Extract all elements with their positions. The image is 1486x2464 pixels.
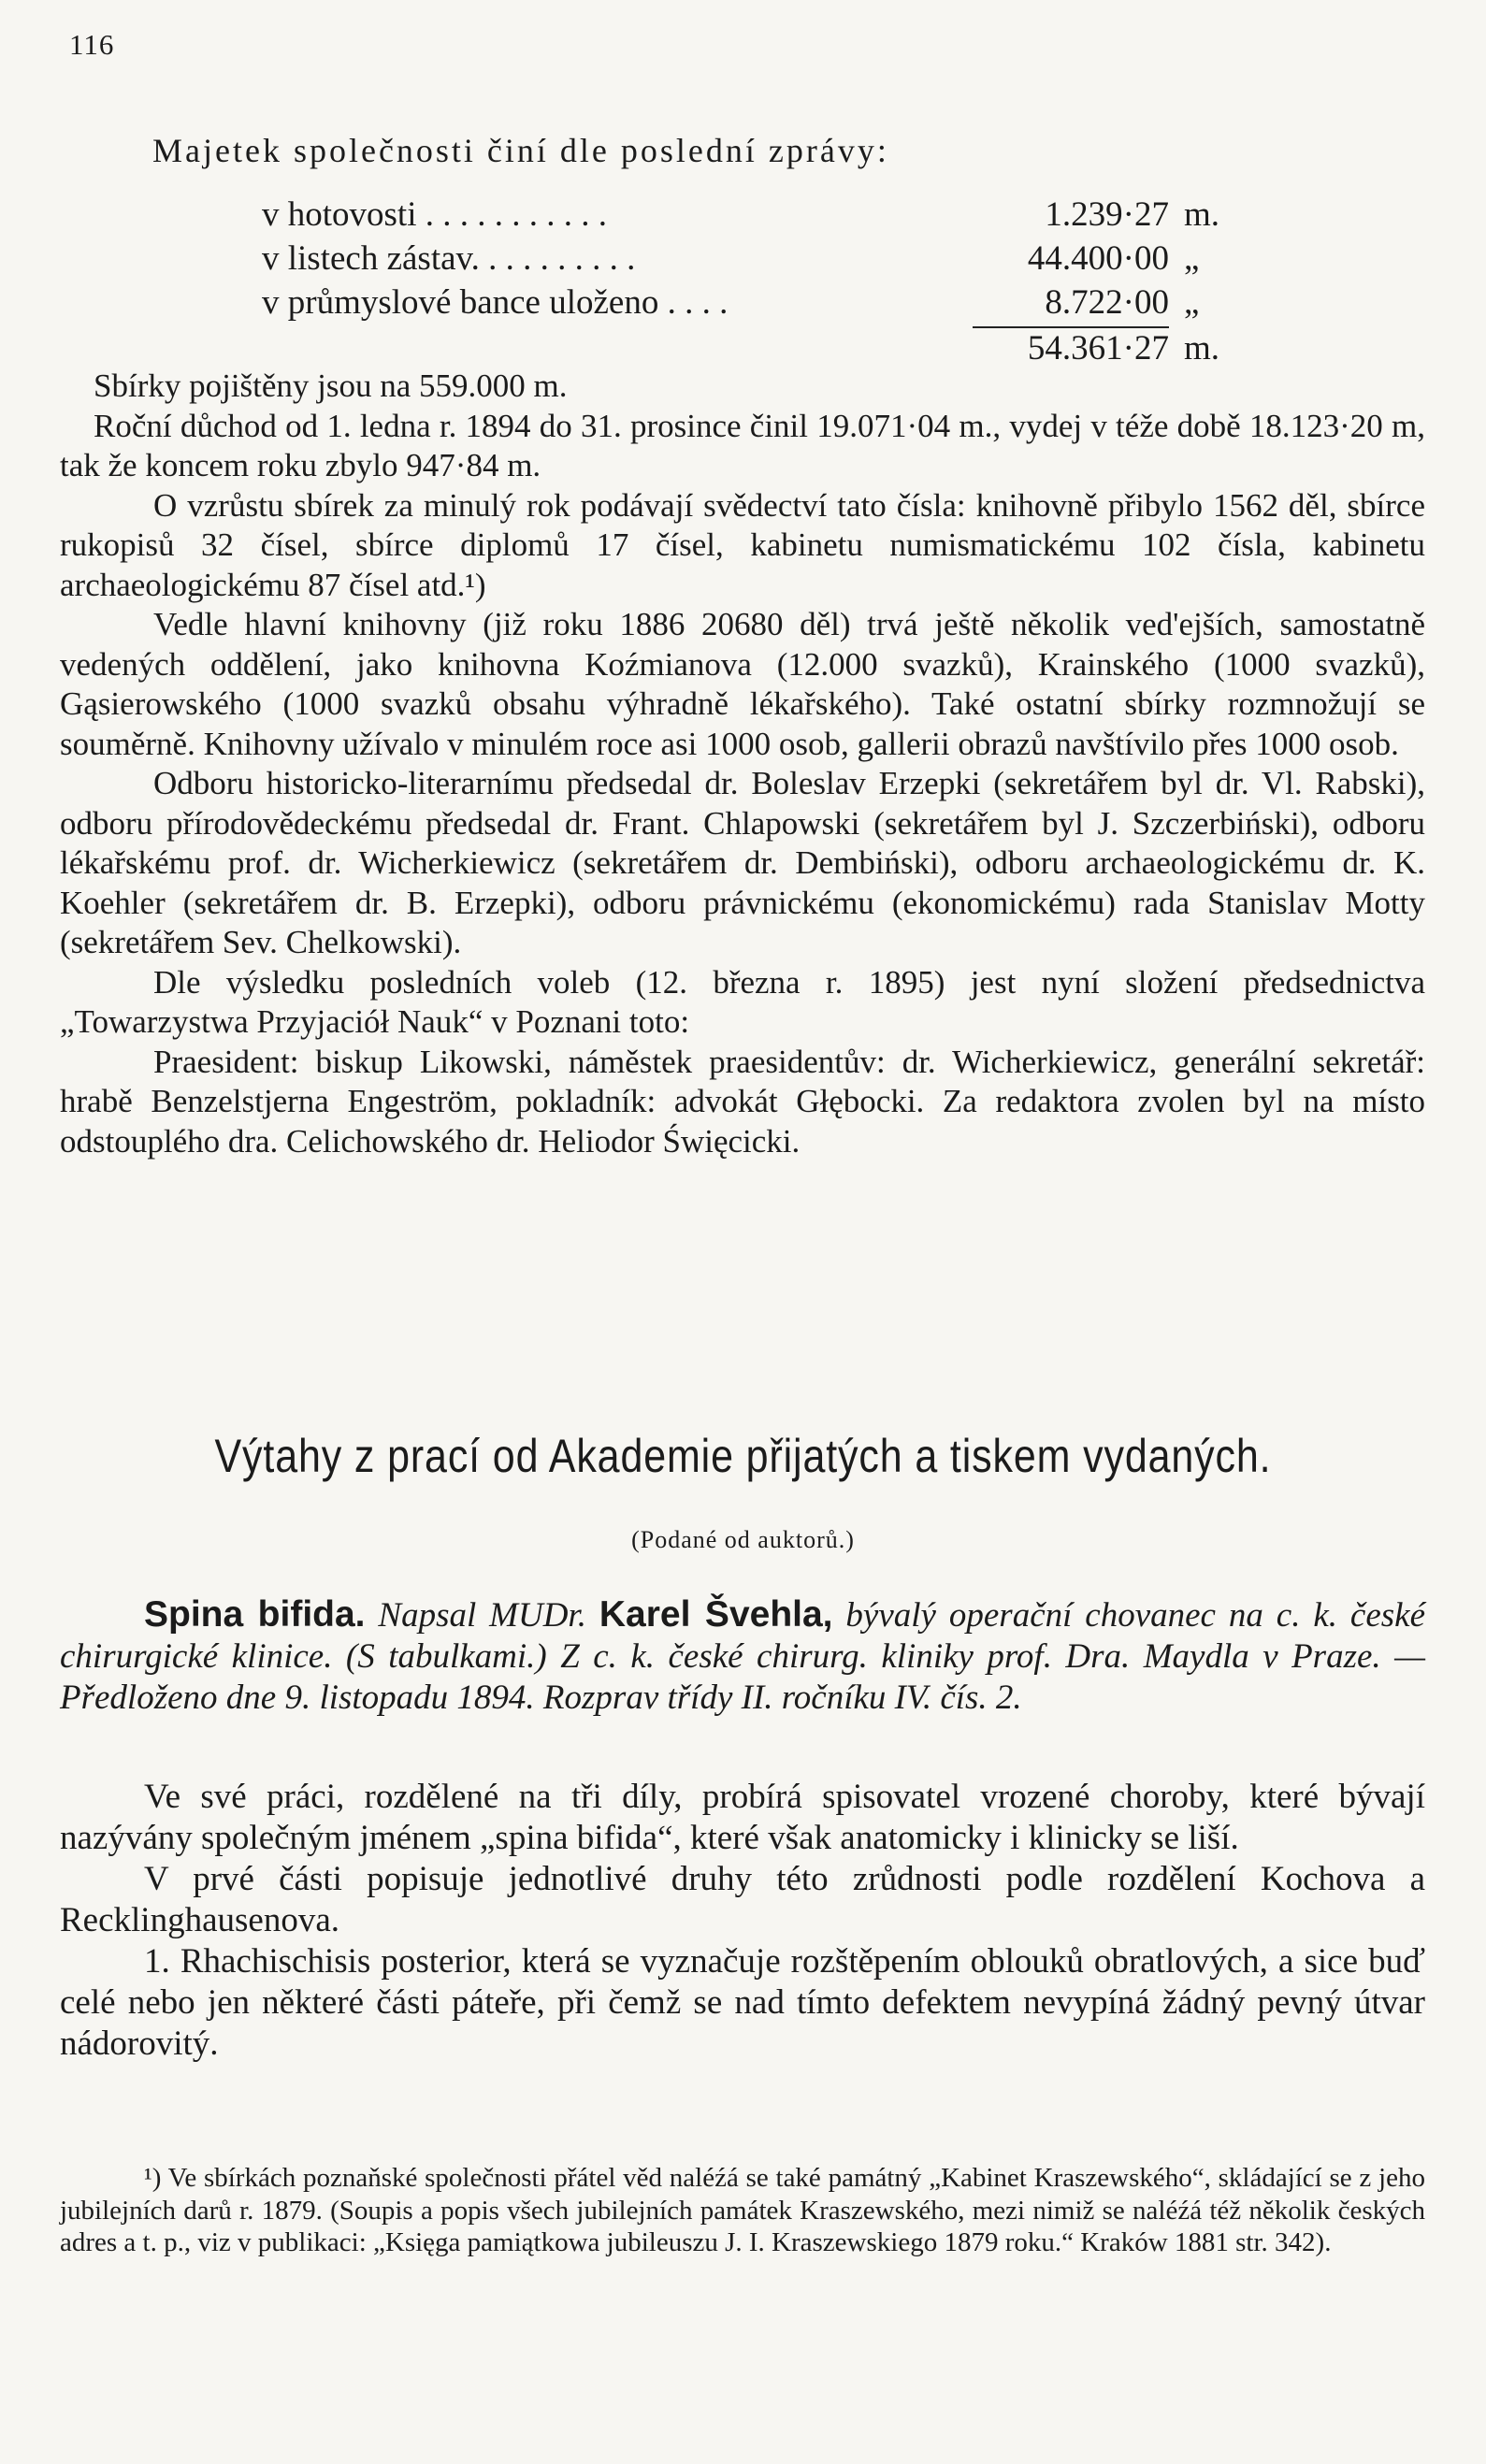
assets-label: v listech zástav. . . . . . . . . .	[262, 239, 636, 278]
report-paragraph: O vzrůstu sbírek za minulý rok podávají svědectví tato čísla: knihovně přibylo 1562 děl, sbírce rukopisů 32 čísel, sbírce diplomů 17 čísel, kabinetu numismatickému 102 čísla, kabinetu archaeologickému 87 čísel atd.¹)	[60, 486, 1425, 603]
assets-label: v průmyslové bance uloženo . . . .	[262, 283, 729, 322]
article-author: Karel Švehla,	[599, 1594, 833, 1635]
footnote-text: ¹) Ve sbírkách poznaňské společnosti přátel věd naléźá se také památný „Kabinet Kraszewského“, skládající se z jeho jubilejních darů r. 1879. (Soupis a popis všech jubilejních památek Kraszewského, mezi nimiž se naléźá též několik českých adres a t. p., viz v publikaci: „Księga pamiątkowa jubileuszu J. I. Kraszewskiego 1879 roku.“ Kraków 1881 str. 342).	[60, 2163, 1425, 2257]
assets-row	[262, 238, 1249, 282]
article-byline-prefix: Napsal MUDr.	[378, 1596, 586, 1635]
assets-value: 44.400·00	[1027, 239, 1169, 278]
report-paragraph: Sbírky pojištěny jsou na 559.000 m.	[94, 367, 568, 404]
assets-label: v hotovosti . . . . . . . . . . .	[262, 195, 607, 234]
section-subtitle: (Podané od auktorů.)	[631, 1526, 855, 1553]
page-number: 116	[69, 28, 115, 61]
assets-value: 1.239·27	[1045, 195, 1169, 234]
report-paragraph: Praesident: biskup Likowski, náměstek praesidentův: dr. Wicherkiewicz, generální sekretář: hrabě Benzelstjerna Engeström, pokladník: advokát Głębocki. Za redaktora zvolen byl na místo odstouplého dra. Celichowského dr. Heliodor Święcicki.	[60, 1043, 1425, 1160]
assets-total-spacer	[262, 327, 973, 372]
assets-total-unit: m.	[1184, 329, 1220, 367]
report-text	[60, 367, 1425, 1161]
report-paragraph: Dle výsledku posledních voleb (12. března r. 1895) jest nyní složení předsednictva „Towarzystwa Przyjaciół Nauk“ v Poznani toto:	[60, 963, 1425, 1040]
report-paragraph: Odboru historicko-literarnímu předsedal dr. Boleslav Erzepki (sekretářem byl dr. Vl. Rabski), odboru přírodovědeckému předsedal dr. Frant. Chlapowski (sekretářem byl J. Szczerbiński), odboru lékařskému prof. dr. Wicherkiewicz (sekretářem dr. Dembiński), odboru archaeologickému dr. K. Koehler (sekretářem dr. B. Erzepki), odboru právnickému (ekonomickému) rada Stanislav Motty (sekretářem Sev. Chelkowski).	[60, 765, 1425, 960]
assets-table	[262, 195, 1249, 372]
footnote	[60, 2162, 1425, 2259]
article-title: Spina bifida.	[144, 1594, 366, 1635]
article-paragraph: Ve své práci, rozdělené na tři díly, probírá spisovatel vrozené choroby, které bývají nazývány společným jménem „spina bifida“, které však anatomicky i klinicky se liší.	[60, 1778, 1425, 1857]
article-heading-line	[60, 1594, 1425, 1719]
report-paragraph: Vedle hlavní knihovny (již roku 1886 20680 děl) trvá ještě několik ved'ejších, samostatně vedených oddělení, jako knihovna Koźmianova (12.000 svazků), Krainského (1000 svazků), Gąsierowského (1000 svazků obsahu výhradně lékařského). Také ostatní sbírky rozmnožují se souměrně. Knihovny užívalo v minulém roce asi 1000 osob, gallerii obrazů navštívilo přes 1000 osob.	[60, 606, 1425, 762]
assets-total-value: 54.361·27	[973, 327, 1169, 372]
assets-row	[262, 282, 1249, 327]
assets-total-row	[262, 327, 1249, 372]
assets-unit: m.	[1184, 195, 1220, 234]
article-body	[60, 1777, 1425, 2065]
article-paragraph: 1. Rhachischisis posterior, která se vyznačuje rozštěpením oblouků obratlových, a sice buď celé nebo jen některé části páteře, při čemž se nad tímto defektem nevypíná žádný pevný útvar nádorovitý.	[60, 1942, 1425, 2063]
assets-unit: „	[1184, 239, 1200, 278]
article-byline: bývalý operační chovanec na c. k. české chirurgické klinice. (S tabulkami.) Z c. k. české chirurg. kliniky prof. Dra. Maydla v Praze. — Předloženo dne 9. listopadu 1894. Rozprav třídy II. ročníku IV. čís. 2.	[60, 1596, 1426, 1717]
article-header	[60, 1594, 1425, 1719]
assets-value: 8.722·00	[1045, 283, 1169, 322]
report-paragraph: Roční důchod od 1. ledna r. 1894 do 31. prosince činil 19.071·04 m., vydej v téže době 18.123·20 m, tak že koncem roku zbylo 947·84 m.	[60, 407, 1425, 483]
article-paragraph: V prvé části popisuje jednotlivé druhy této zrůdnosti podle rozdělení Kochova a Recklinghausenova.	[60, 1860, 1425, 1939]
section-title: Výtahy z prací od Akademie přijatých a tiskem vydaných.	[214, 1430, 1272, 1482]
assets-unit: „	[1184, 283, 1200, 322]
assets-heading: Majetek společnosti činí dle poslední zprávy:	[152, 132, 889, 169]
assets-row	[262, 195, 1249, 238]
